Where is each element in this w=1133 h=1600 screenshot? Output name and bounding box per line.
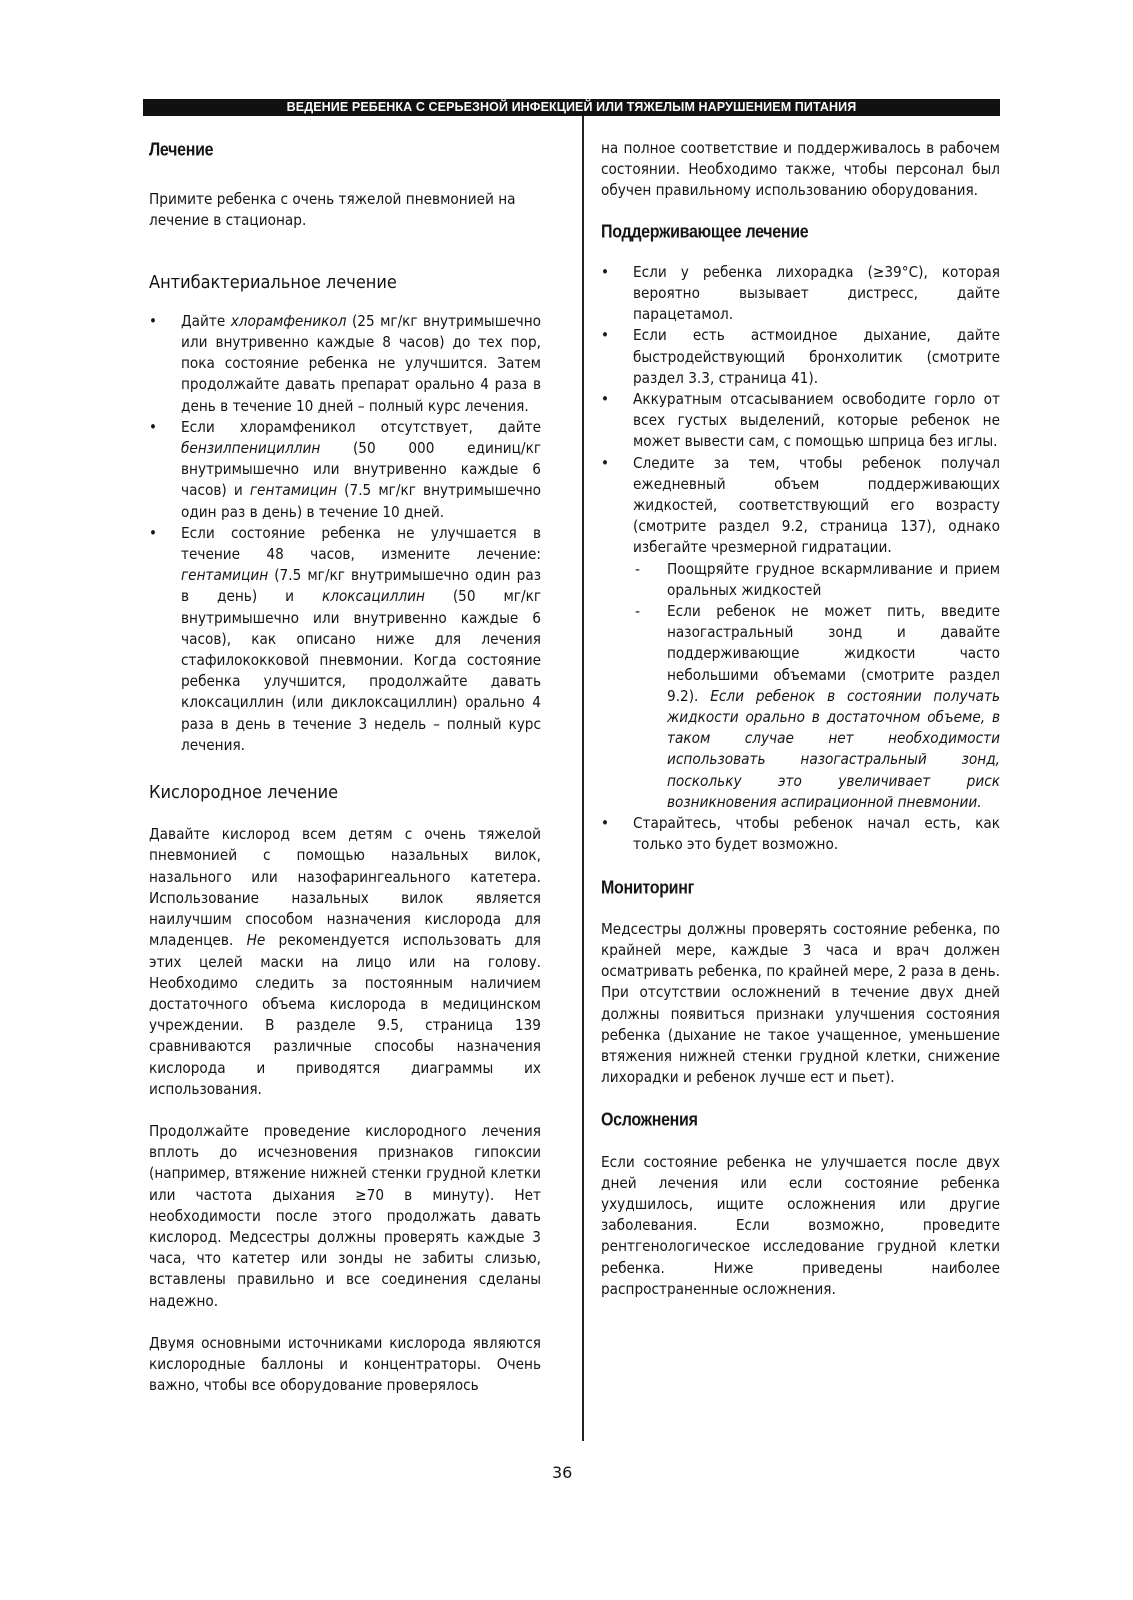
list-item: • Дайте хлорамфеникол (25 мг/кг внутримышечно или внутривенно каждые 8 часов) до тех пор, пока состояние ребенка не улучшится. Затем продолжайте давать препарат орально 4 раза в день в течение 10 дней – полный курс лечения. bbox=[149, 311, 541, 417]
sub-list bbox=[633, 559, 1000, 813]
drug-name: бензилпенициллин bbox=[181, 439, 321, 458]
drug-name: клоксациллин bbox=[321, 587, 425, 606]
list-item: • Если есть астмоидное дыхание, дайте быстродействующий бронхолитик (смотрите раздел 3.3, страница 41). bbox=[601, 325, 1000, 389]
list-item: • Старайтесь, чтобы ребенок начал есть, как только это будет возможно. bbox=[601, 813, 1000, 855]
antibacterial-list bbox=[149, 311, 541, 756]
complications-paragraph: Если состояние ребенка не улучшается после двух дней лечения или если состояние ребенка ухудшилось, ищите осложнения или другие заболевания. Если возможно, проведите рентгенологическое исследование грудной клетки ребенка. Ниже приведены наиболее распространенные осложнения. bbox=[601, 1152, 1000, 1298]
monitoring-paragraph: Медсестры должны проверять состояние ребенка, по крайней мере, каждые 3 часа и врач должен осматривать ребенка, по крайней мере, 2 раза в день. При отсутствии осложнений в течение двух дней должны появиться признаки улучшения состояния ребенка (дыхание не такое учащенное, уменьшение втяжения нижней стенки грудной клетки, снижение лихорадки и ребенок лучше ест и пьет). bbox=[601, 919, 1000, 1087]
list-item: • Аккуратным отсасыванием освободите горло от всех густых выделений, которые ребенок не может вывести сам, с помощью шприца без иглы. bbox=[601, 389, 1000, 453]
oxygen-paragraph-2: Продолжайте проведение кислородного лечения вплоть до исчезновения признаков гипоксии (например, втяжение нижней стенки грудной клетки или частота дыхания ≥70 в минуту). Нет необходимости после этого продолжать давать кислород. Медсестры должны проверять каждые 3 часа, что катетер или зонды не забиты слизью, вставлены правильно и все соединения сделаны надежно. bbox=[149, 1121, 541, 1310]
drug-name: хлорамфеникол bbox=[230, 311, 347, 330]
section-title-supportive: Поддерживающее лечение bbox=[601, 222, 809, 242]
drug-name: гентамицин bbox=[249, 481, 338, 500]
list-item: • Если состояние ребенка не улучшается в течение 48 часов, измените лечение: гентамицин (7.5 мг/кг внутримышечно один раз в день) и клоксациллин (50 мг/кг внутримышечно или внутривенно каждые 6 часов), как описано ниже для лечения стафилококковой пневмонии. Когда состояние ребенка улучшится, продолжайте давать клоксациллин (или диклоксациллин) орально 4 раза в день в течение 3 недель – полный курс лечения. bbox=[149, 523, 541, 756]
left-column bbox=[149, 118, 541, 1396]
subsection-title-antibacterial: Антибактериальное лечение bbox=[149, 271, 397, 293]
oxygen-paragraph-1: Давайте кислород всем детям с очень тяжелой пневмонией с помощью назальных вилок, назального или назофарингеального катетера. Использование назальных вилок является наилучшим способом назначения кислорода для младенцев. Не рекомендуется использовать для этих целей маски на лицо или на голову. Необходимо следить за постоянным наличием достаточного объема кислорода в медицинском учреждении. В разделе 9.5, страница 139 сравниваются различные способы назначения кислорода и приводятся диаграммы их использования. bbox=[149, 825, 541, 1098]
list-item: • Если у ребенка лихорадка (≥39°C), которая вероятно вызывает дистресс, дайте парацетамол. bbox=[601, 262, 1000, 326]
treatment-paragraph: Примите ребенка с очень тяжелой пневмонией на лечение в стационар. bbox=[149, 190, 516, 230]
right-column bbox=[601, 118, 1000, 1300]
section-title-complications: Осложнения bbox=[601, 1111, 698, 1131]
oxygen-paragraph-3: Двумя основными источниками кислорода являются кислородные баллоны и концентраторы. Очень важно, чтобы все оборудование проверялось bbox=[149, 1333, 541, 1395]
supportive-list bbox=[601, 262, 1000, 856]
column-divider bbox=[582, 116, 584, 1441]
subsection-title-oxygen: Кислородное лечение bbox=[149, 782, 339, 804]
running-header: ВЕДЕНИЕ РЕБЕНКА С СЕРЬЕЗНОЙ ИНФЕКЦИЕЙ ИЛИ ТЯЖЕЛЫМ НАРУШЕНИЕМ ПИТАНИЯ bbox=[143, 99, 1000, 116]
section-title-treatment: Лечение bbox=[149, 140, 214, 161]
sub-list-item: - Поощряйте грудное вскармливание и прием оральных жидкостей bbox=[633, 559, 1000, 601]
drug-name: гентамицин bbox=[181, 566, 269, 585]
list-item: • Следите за тем, чтобы ребенок получал ежедневный объем поддерживающих жидкостей, соответствующий его возрасту (смотрите раздел 9.2, страница 137), однако избегайте чрезмерной гидратации. - Поощряйте грудное вскармливание и прием оральных жидкостей - Если ребенок не может пить, введите назогастральный зонд и давайте поддерживающие жидкости часто небольшими объемами (смотрите раздел 9.2). Если ребенок в состоянии получать жидкости орально в достаточном объеме, в таком случае нет необходимости использовать назогастральный зонд, поскольку это увеличивает риск возникновения аспирационной пневмонии. bbox=[601, 453, 1000, 813]
sub-list-item: - Если ребенок не может пить, введите назогастральный зонд и давайте поддерживающие жидкости часто небольшими объемами (смотрите раздел 9.2). Если ребенок в состоянии получать жидкости орально в достаточном объеме, в таком случае нет необходимости использовать назогастральный зонд, поскольку это увеличивает риск возникновения аспирационной пневмонии. bbox=[633, 601, 1000, 813]
page-number: 36 bbox=[552, 1463, 573, 1482]
list-item: • Если хлорамфеникол отсутствует, дайте бензилпенициллин (50 000 единиц/кг внутримышечно или внутривенно каждые 6 часов) и гентамицин (7.5 мг/кг внутримышечно один раз в день) в течение 10 дней. bbox=[149, 417, 541, 523]
continued-paragraph: на полное соответствие и поддерживалось в рабочем состоянии. Необходимо также, чтобы персонал был обучен правильному использованию оборудования. bbox=[601, 139, 1000, 200]
section-title-monitoring: Мониторинг bbox=[601, 878, 694, 898]
